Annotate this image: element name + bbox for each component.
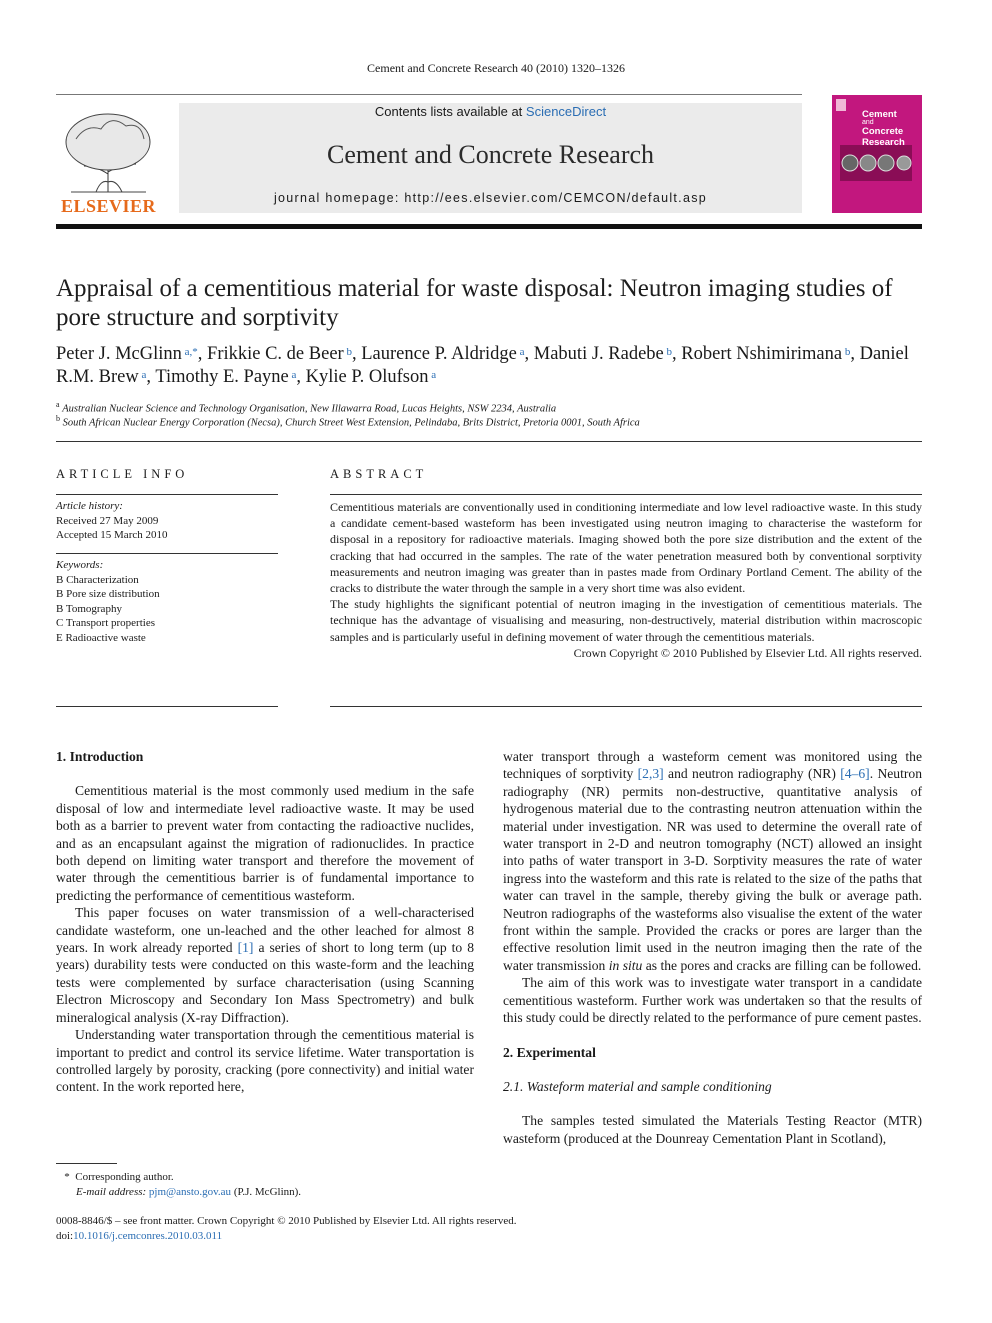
footnote-email (56, 1185, 301, 1200)
affiliation-text: Australian Nuclear Science and Technology Organisation, New Illawarra Road, Lucas Heights, NSW 2234, Australia (62, 403, 557, 415)
abstract-paragraph: Cementitious materials are conventionally used in conditioning intermediate and low level radioactive waste. In this study a candidate cement-based wasteform has been investigated using neutron imaging to characterise the wasteform for disposal in a repository for radioactive materials. Imaging showed both the pore size distribution and the extent of the cracking that had occurred in the samples. The rate of the water penetration measured both by conventional sorptivity measurements and neutron imaging was greater than in pastes made from Ordinary Portland Cement. The ability of the cracks to distribute the water through the sample in a very short time was also evident. (330, 500, 922, 596)
author-affiliation-marker[interactable]: b (663, 346, 673, 358)
elsevier-wordmark: ELSEVIER (60, 196, 157, 216)
article-info-rule (56, 706, 278, 707)
issn-line: 0008-8846/$ – see front matter. Crown Copyright © 2010 Published by Elsevier Ltd. All rights reserved. (56, 1215, 517, 1227)
email-label: E-mail address: (76, 1186, 147, 1198)
cover-title-line: and (862, 119, 874, 126)
author-affiliation-marker[interactable]: a,* (181, 346, 198, 358)
cover-title-line: Concrete (862, 126, 904, 137)
keyword-item[interactable]: B Tomography (56, 602, 122, 615)
contents-line (179, 104, 802, 119)
text-run: and neutron radiography (NR) (663, 766, 841, 782)
article-info-heading: ARTICLE INFO (56, 467, 189, 481)
corresponding-label: Corresponding author. (75, 1171, 174, 1183)
homepage-url[interactable]: http://ees.elsevier.com/CEMCON/default.asp (404, 191, 708, 205)
citation-link[interactable]: [4–6] (840, 766, 870, 782)
journal-homepage (179, 191, 802, 205)
body-column-left (56, 748, 474, 1096)
affiliation-b (56, 414, 922, 429)
footnote-corresponding (56, 1170, 301, 1185)
author-affiliation-marker[interactable]: a (516, 346, 525, 358)
keywords-block (56, 558, 160, 645)
author-name[interactable]: Robert Nshimirimana (681, 344, 843, 364)
text-run: water transport through a wasteform cement was monitored using the techniques of sorptivity (503, 749, 922, 782)
author-name[interactable]: Laurence P. Aldridge (361, 344, 517, 364)
author-affiliation-marker[interactable]: a (138, 369, 147, 381)
history-label: Article history: (56, 500, 123, 512)
email-link[interactable]: pjm@ansto.gov.au (148, 1186, 232, 1198)
affiliation-divider (56, 441, 922, 442)
journal-name: Cement and Concrete Research (326, 140, 655, 169)
body-paragraph (503, 748, 922, 974)
cover-title-line: Research (862, 137, 905, 148)
italic-term: in situ (608, 957, 643, 973)
homepage-prefix: journal homepage: (273, 191, 405, 205)
citation-link[interactable]: [1] (237, 940, 254, 956)
footnote-rule (56, 1163, 117, 1164)
doi-link[interactable]: 10.1016/j.cemconres.2010.03.011 (73, 1230, 223, 1242)
body-paragraph: The samples tested simulated the Materials Testing Reactor (MTR) wasteform (produced at the Dounreay Cementation Plant in Scotland), (503, 1113, 922, 1146)
journal-citation: Cement and Concrete Research 40 (2010) 1320–1326 (367, 61, 625, 75)
author-name[interactable]: Mabuti J. Radebe (533, 344, 664, 364)
body-paragraph: Understanding water transportation through the cementitious material is important to predict and control its service lifetime. Water transportation is controlled largely by porosity, cracking (pore connectivity) and initial water content. In the work reported here, (56, 1027, 474, 1095)
cover-title-line: Cement (862, 109, 897, 120)
text-run: . Neutron radiography (NR) permits non-destructive, quantitative analysis of hydrogenous material due to the contrasting neutron attenuation within the material under investigation. NR was used to determine the overall rate of water transport in 2-D and neutron tomography (NCT) allowed an insight into paths of water transport in 3-D. Sorptivity measures the rate of water ingress into the wasteform and this rate is related to the size of the paths that water can travel in the sample, thereby giving the bulk or average path. Neutron radiographs of the wasteforms also visualise the extent of the water front within the sample. Provided the cracks or pores are larger than the effective resolution limit used in the neutron imaging then the rate of the water transmission (503, 766, 923, 973)
body-column-right (503, 748, 922, 1147)
header-top-rule (56, 94, 802, 95)
footnote-marker: * (64, 1171, 70, 1183)
affiliation-marker: a (56, 400, 60, 409)
abstract-paragraph: The study highlights the significant potential of neutron imaging in the investigation of cementitious materials. The technique has the advantage of visualising and measuring, non-destructively, material distribution within macroscopic samples and is particularly useful in defining movement of water through the cementitious materials. (330, 597, 922, 644)
article-info-rule (56, 553, 278, 554)
section-heading: 2. Experimental (503, 1044, 596, 1060)
affiliation-a (56, 400, 922, 415)
keywords-label: Keywords: (56, 559, 104, 571)
author-affiliation-marker[interactable]: a (428, 369, 437, 381)
article-title: Appraisal of a cementitious material for waste disposal: Neutron imaging studies of pore structure and sorptivity (56, 275, 893, 331)
author-affiliation-marker[interactable]: a (288, 369, 297, 381)
keyword-item[interactable]: B Characterization (56, 573, 139, 586)
author-affiliation-marker[interactable]: b (343, 346, 352, 358)
doi-prefix: doi: (56, 1230, 74, 1242)
sciencedirect-link[interactable]: ScienceDirect (525, 104, 607, 119)
body-paragraph: Cementitious material is the most commonly used medium in the safe disposal of low and intermediate level radioactive waste. It may be used both as a barrier to prevent water from contacting the radioactive nuclides, and as an encapsulant against the migration of radionuclides. In practice both depend on limiting water transport and therefore the movement of water through the cementitious barrier is of fundamental importance to predicting the performance of cementitious wasteform. (56, 783, 474, 903)
author-name[interactable]: Frikkie C. de Beer (207, 344, 344, 364)
author-name[interactable]: Peter J. McGlinn (56, 344, 182, 364)
article-info-rule (56, 494, 278, 495)
body-paragraph (56, 904, 474, 1026)
abstract-rule (330, 494, 922, 495)
author-affiliation-marker[interactable]: b (842, 346, 851, 358)
abstract-rule (330, 706, 922, 707)
affiliation-marker: b (56, 414, 60, 423)
contents-prefix: Contents lists available at (374, 104, 526, 119)
received-date: Received 27 May 2009 (56, 514, 159, 527)
doi-line (56, 1229, 517, 1244)
body-paragraph: The aim of this work was to investigate water transport in a candidate cementitious wasteform. Further work was undertaken so that the results of this study could be directly related to the performance of pure cement pastes. (503, 975, 922, 1026)
footnote (56, 1170, 301, 1200)
author-name[interactable]: Daniel R.M. Brew (56, 344, 909, 387)
article-history (56, 499, 168, 543)
accepted-date: Accepted 15 March 2010 (56, 529, 168, 541)
keyword-item[interactable]: B Pore size distribution (56, 588, 160, 600)
author-list: Peter J. McGlinn $^{a,*}$, Frikkie C. de Beer $^b$, Laurence P. Aldridge $^a$, Mabuti J. Radebe $^b$, Robert Nshimirimana $^b$, Daniel R.M. Brew $^a$, Timothy E. Payne $^a$, Kylie P. Olufson $^a$ (56, 344, 909, 387)
citation-link[interactable]: [2,3] (637, 766, 664, 782)
text-run: as the pores and cracks are filling can be followed. (642, 957, 922, 973)
abstract-heading: ABSTRACT (330, 467, 428, 481)
author-name[interactable]: Timothy E. Payne (155, 367, 289, 387)
bottom-info (56, 1214, 517, 1244)
author-name[interactable]: Kylie P. Olufson (305, 367, 429, 387)
cover-title (862, 109, 905, 148)
header-divider (56, 224, 922, 229)
section-heading: 1. Introduction (56, 749, 144, 764)
email-owner: (P.J. McGlinn). (233, 1186, 302, 1198)
affiliation-text: South African Nuclear Energy Corporation (Necsa), Church Street West Extension, Pelindaba, Brits District, Pretoria 0001, South Africa (62, 417, 640, 429)
keyword-item[interactable]: E Radioactive waste (56, 631, 146, 644)
keyword-item[interactable]: C Transport properties (56, 617, 155, 629)
text-run: This paper focuses on water transmission of a well-characterised candidate wasteform, one un-leached and the other leached for almost 8 years. In work already reported (56, 905, 474, 956)
subsection-heading: 2.1. Wasteform material and sample conditioning (503, 1078, 772, 1094)
copyright-line: Crown Copyright © 2010 Published by Elsevier Ltd. All rights reserved. (573, 645, 922, 660)
abstract-body (330, 499, 922, 661)
text-run: a series of short to long term (up to 8 years) durability tests were conducted on this waste-form and the leaching tests were complemented by surface characterisation (using Scanning Electron Microscopy and Secondary Ion Mass Spectrometry) and bulk mineralogical analysis (X-ray Diffraction). (56, 940, 475, 1025)
